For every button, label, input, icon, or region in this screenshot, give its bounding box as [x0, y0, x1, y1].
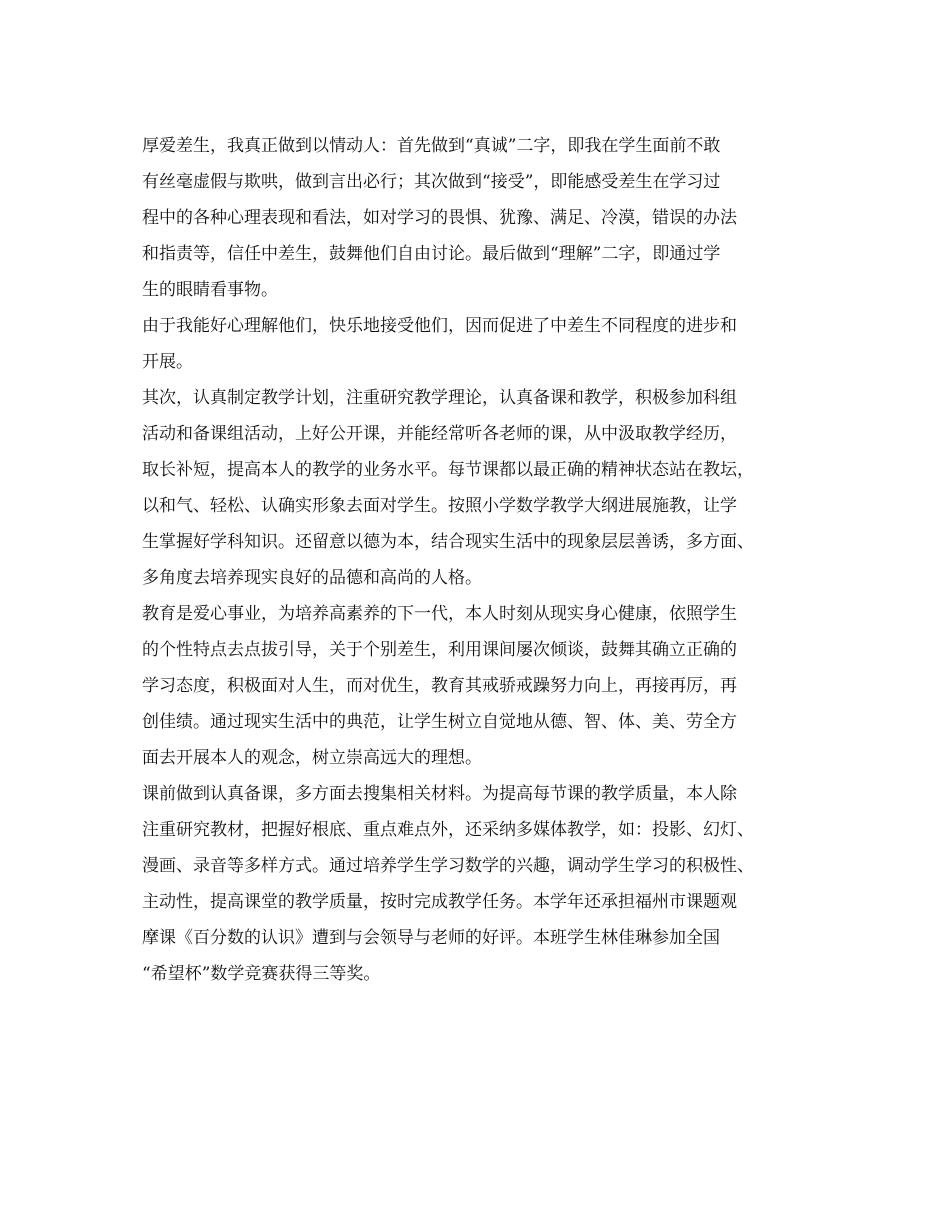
text-line: 学习态度，积极面对人生，而对优生，教育其戒骄戒躁努力向上，再接再厉，再 [142, 676, 737, 696]
text-line: 面去开展本人的观念，树立崇高远大的理想。 [142, 748, 482, 768]
text-line: 程中的各种心理表现和看法，如对学习的畏惧、犹豫、满足、冷漠，错误的办法 [142, 208, 737, 228]
text-line: 厚爱差生，我真正做到以情动人：首先做到“真诚”二字，即我在学生面前不敢 [142, 136, 721, 156]
text-line: 漫画、录音等多样方式。通过培养学生学习数学的兴趣，调动学生学习的积极性、 [142, 856, 754, 876]
text-line: 有丝毫虚假与欺哄，做到言出必行；其次做到“接受”，即能感受差生在学习过 [142, 172, 721, 192]
text-line: 和指责等，信任中差生，鼓舞他们自由讨论。最后做到“理解”二字，即通过学 [142, 244, 721, 264]
text-line: “希望杯”数学竞赛获得三等奖。 [142, 964, 381, 984]
text-line: 创佳绩。通过现实生活中的典范，让学生树立自觉地从德、智、体、美、劳全方 [142, 712, 737, 732]
text-line: 生掌握好学科知识。还留意以德为本，结合现实生活中的现象层层善诱，多方面、 [142, 532, 754, 552]
text-line: 生的眼睛看事物。 [142, 280, 278, 300]
text-line: 多角度去培养现实良好的品德和高尚的人格。 [142, 568, 482, 588]
text-line: 由于我能好心理解他们，快乐地接受他们，因而促进了中差生不同程度的进步和 [142, 316, 737, 336]
text-line: 课前做到认真备课，多方面去搜集相关材料。为提高每节课的教学质量，本人除 [142, 784, 737, 804]
text-line: 的个性特点去点拔引导，关于个别差生，利用课间屡次倾谈，鼓舞其确立正确的 [142, 640, 737, 660]
text-line: 主动性，提高课堂的教学质量，按时完成教学任务。本学年还承担福州市课题观 [142, 892, 737, 912]
text-line: 开展。 [142, 352, 193, 372]
text-line: 以和气、轻松、认确实形象去面对学生。按照小学数学教学大纲进展施教，让学 [142, 496, 737, 516]
document-body [142, 128, 810, 992]
text-line: 活动和备课组活动，上好公开课，并能经常听各老师的课，从中汲取教学经历， [142, 424, 737, 444]
text-line: 教育是爱心事业，为培养高素养的下一代，本人时刻从现实身心健康，依照学生 [142, 604, 737, 624]
text-line: 取长补短，提高本人的教学的业务水平。每节课都以最正确的精神状态站在教坛， [142, 460, 754, 480]
text-line: 注重研究教材，把握好根底、重点难点外，还采纳多媒体教学，如：投影、幻灯、 [142, 820, 754, 840]
text-line: 其次，认真制定教学计划，注重研究教学理论，认真备课和教学，积极参加科组 [142, 388, 737, 408]
text-line: 摩课《百分数的认识》遭到与会领导与老师的好评。本班学生林佳琳参加全国 [142, 928, 720, 948]
